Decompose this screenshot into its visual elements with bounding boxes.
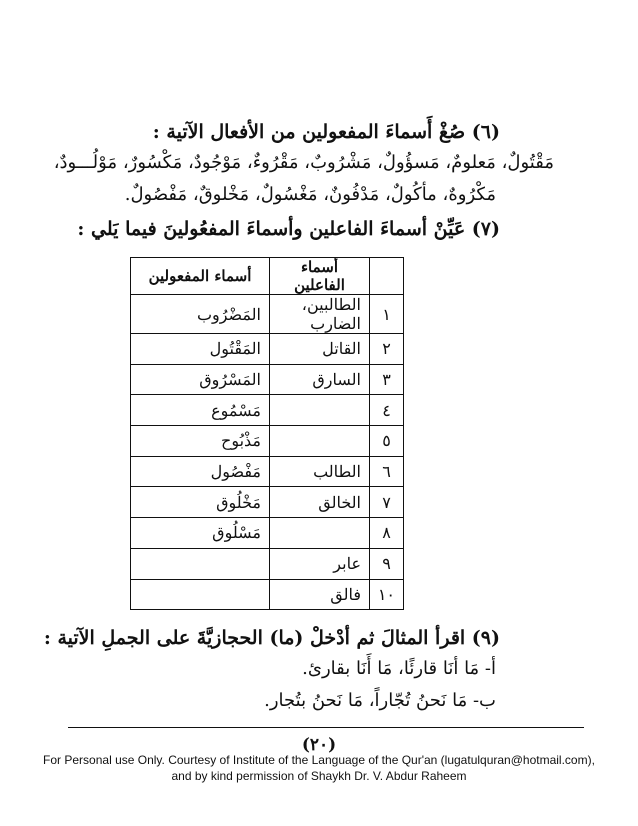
exercise-9-line-a: أ- مَا أنَا قارئًا، مَا أَنَا بقارئ.	[302, 658, 496, 679]
row-number: ٨	[370, 518, 404, 549]
patient-cell: مَسْمُوع	[131, 395, 270, 426]
exercise-6-title: (٦) صُغْ أَسماءَ المفعولين من الأفعال الآتية :	[152, 121, 500, 143]
row-number: ٢	[370, 334, 404, 365]
agent-cell: عابر	[270, 548, 370, 579]
exercise-6-line-2: مَكْرُوهٌ، مأكُولٌ، مَدْفُونٌ، مَغْسُولٌ، مَخْلوقٌ، مَفْصُولٌ.	[124, 184, 496, 205]
patient-cell	[131, 548, 270, 579]
table-row	[131, 518, 404, 549]
row-number: ٦	[370, 456, 404, 487]
table-row	[131, 334, 404, 365]
agent-cell	[270, 426, 370, 457]
header-number	[370, 258, 404, 295]
agent-cell: السارق	[270, 364, 370, 395]
row-number: ٩	[370, 548, 404, 579]
agents-patients-table	[130, 257, 404, 610]
table-row	[131, 456, 404, 487]
agent-cell: الطالبين، الضارب	[270, 295, 370, 334]
row-number: ١	[370, 295, 404, 334]
header-agents: أسماء الفاعلين	[270, 258, 370, 295]
exercise-9-title: (٩) اقرأ المثالَ ثم أدْخلْ (ما) الحجازيَّةَ على الجملِ الآتية :	[43, 627, 500, 649]
patient-cell	[131, 579, 270, 610]
table-row	[131, 579, 404, 610]
table-row	[131, 487, 404, 518]
footer-line-2: and by kind permission of Shaykh Dr. V. Abdur Raheem	[171, 769, 467, 783]
exercise-7-title: (٧) عَيِّنْ أسماءَ الفاعلين وأسماءَ المفعُولينَ فيما يَلي :	[77, 218, 500, 240]
patient-cell: المَضْرُوب	[131, 295, 270, 334]
header-patients: أسماء المفعولين	[131, 258, 270, 295]
patient-cell: المَسْرُوق	[131, 364, 270, 395]
row-number: ٧	[370, 487, 404, 518]
footer-line-1: For Personal use Only. Courtesy of Institute of the Language of the Qur'an (lugatulquran@hotmail.com),	[43, 753, 595, 767]
agent-cell: الخالق	[270, 487, 370, 518]
agent-cell: فالق	[270, 579, 370, 610]
agent-cell: القاتل	[270, 334, 370, 365]
row-number: ١٠	[370, 579, 404, 610]
row-number: ٤	[370, 395, 404, 426]
table-row	[131, 426, 404, 457]
table-row	[131, 364, 404, 395]
row-number: ٣	[370, 364, 404, 395]
agent-cell: الطالب	[270, 456, 370, 487]
footer-notice	[0, 752, 638, 784]
patient-cell: مَسْلُوق	[131, 518, 270, 549]
table-row	[131, 395, 404, 426]
table-row	[131, 295, 404, 334]
agent-cell	[270, 395, 370, 426]
footer-divider	[68, 727, 584, 728]
row-number: ٥	[370, 426, 404, 457]
patient-cell: المَقْتُول	[131, 334, 270, 365]
patient-cell: مَفْصُول	[131, 456, 270, 487]
page-number: (٢٠)	[301, 735, 337, 755]
table-header-row	[131, 258, 404, 295]
agent-cell	[270, 518, 370, 549]
patient-cell: مَخْلُوق	[131, 487, 270, 518]
table-row	[131, 548, 404, 579]
exercise-9-line-b: ب- مَا نَحنُ تُجّاراً، مَا نَحنُ بتُجار.	[264, 690, 496, 711]
exercise-6-line-1: مَقْتُولٌ، مَعلومٌ، مَسؤُولٌ، مَشْرُوبٌ، مَقْرُوءٌ، مَوْجُودٌ، مَكْسُورٌ، مَوْلُـــودٌ،	[53, 152, 554, 173]
patient-cell: مَذْبُوح	[131, 426, 270, 457]
